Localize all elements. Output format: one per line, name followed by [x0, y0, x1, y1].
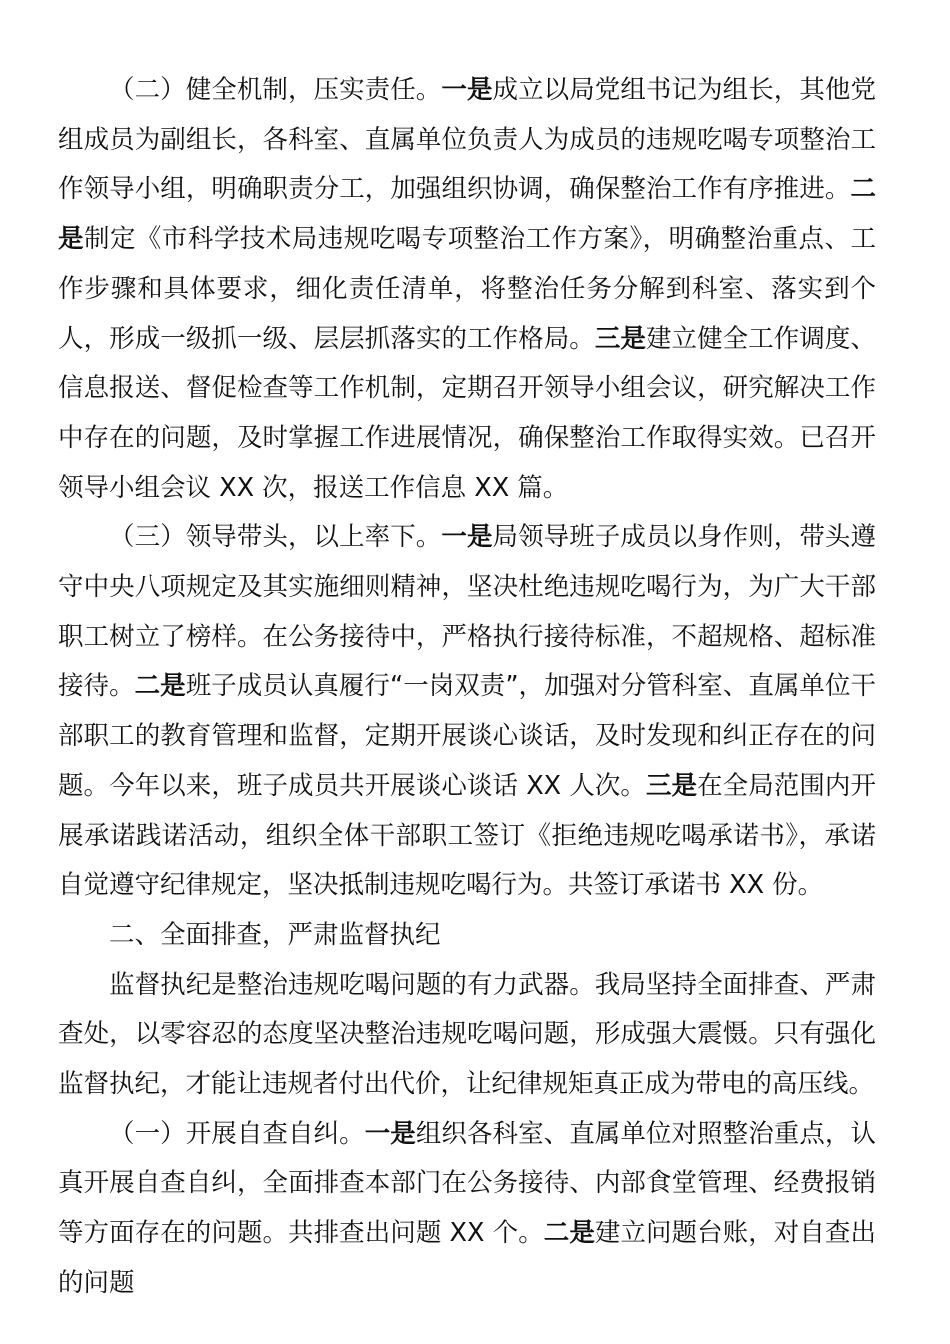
- body-text: 成立以局党组书记为组长，其他党组成员为副组长，各科室、直属单位负责人为成员的违规吃喝专项整治工作领导小组，明确职责分工，加强组织协调，确保整治工作有序推进。: [58, 75, 876, 205]
- section-heading-text: （一）开展自查自纠。: [109, 1118, 365, 1149]
- bold-marker: 二是: [58, 174, 876, 255]
- bold-marker: 一是: [364, 1118, 416, 1149]
- bold-marker: 二是: [134, 671, 186, 702]
- section-heading: [58, 911, 876, 961]
- body-text: 班子成员认真履行“一岗双责”，加强对分管科室、直属单位干部职工的教育管理和监督，定期开展谈心谈话，及时发现和纠正存在的问题。今年以来，班子成员共开展谈心谈话 XX 人次。: [58, 671, 876, 801]
- bold-marker: 三是: [594, 323, 646, 354]
- bold-marker: 一是: [441, 75, 493, 105]
- body-text: 建立健全工作调度、信息报送、督促检查等工作机制，定期召开领导小组会议，研究解决工作中存在的问题，及时掌握工作进展情况，确保整治工作取得实效。已召开领导小组会议 XX 次，报送工作信息 XX 篇。: [58, 323, 876, 503]
- bold-marker: 二是: [543, 1218, 595, 1249]
- body-text: 局领导班子成员以身作则，带头遵守中央八项规定及其实施细则精神，坚决杜绝违规吃喝行为，为广大干部职工树立了榜样。在公务接待中，严格执行接待标准，不超规格、超标准接待。: [58, 522, 876, 702]
- body-text: 组织各科室、直属单位对照整治重点，认真开展自查自纠，全面排查本部门在公务接待、内部食堂管理、经费报销等方面存在的问题。共排查出问题 XX 个。: [58, 1118, 876, 1249]
- section-heading-text: （二）健全机制，压实责任。: [109, 75, 442, 105]
- paragraph-leadership: [58, 513, 876, 911]
- section-heading-text: （三）领导带头，以上率下。: [109, 522, 442, 553]
- body-text: 在全局范围内开展承诺践诺活动，组织全体干部职工签订《拒绝违规吃喝承诺书》，承诺自觉遵守纪律规定，坚决抵制违规吃喝行为。共签订承诺书 XX 份。: [58, 770, 876, 901]
- bold-marker: 三是: [646, 770, 698, 801]
- paragraph-self-inspection: [58, 1110, 876, 1309]
- section-heading-text: 二、全面排查，严肃监督执纪: [109, 919, 441, 950]
- body-text: 制定《市科学技术局违规吃喝专项整治工作方案》，明确整治重点、工作步骤和具体要求，细化责任清单，将整治任务分解到科室、落实到个人，形成一级抓一级、层层抓落实的工作格局。: [58, 224, 876, 354]
- paragraph-mechanism: [58, 66, 876, 513]
- body-text: 监督执纪是整治违规吃喝问题的有力武器。我局坚持全面排查、严肃查处，以零容忍的态度坚决整治违规吃喝问题，形成强大震慑。只有强化监督执纪，才能让违规者付出代价，让纪律规矩真正成为带电的高压线。: [58, 969, 876, 1100]
- document-body: [58, 66, 876, 1309]
- body-text: 建立问题台账，对自查出的问题: [58, 1218, 876, 1298]
- paragraph-supervision-intro: [58, 961, 876, 1110]
- bold-marker: 一是: [441, 522, 493, 553]
